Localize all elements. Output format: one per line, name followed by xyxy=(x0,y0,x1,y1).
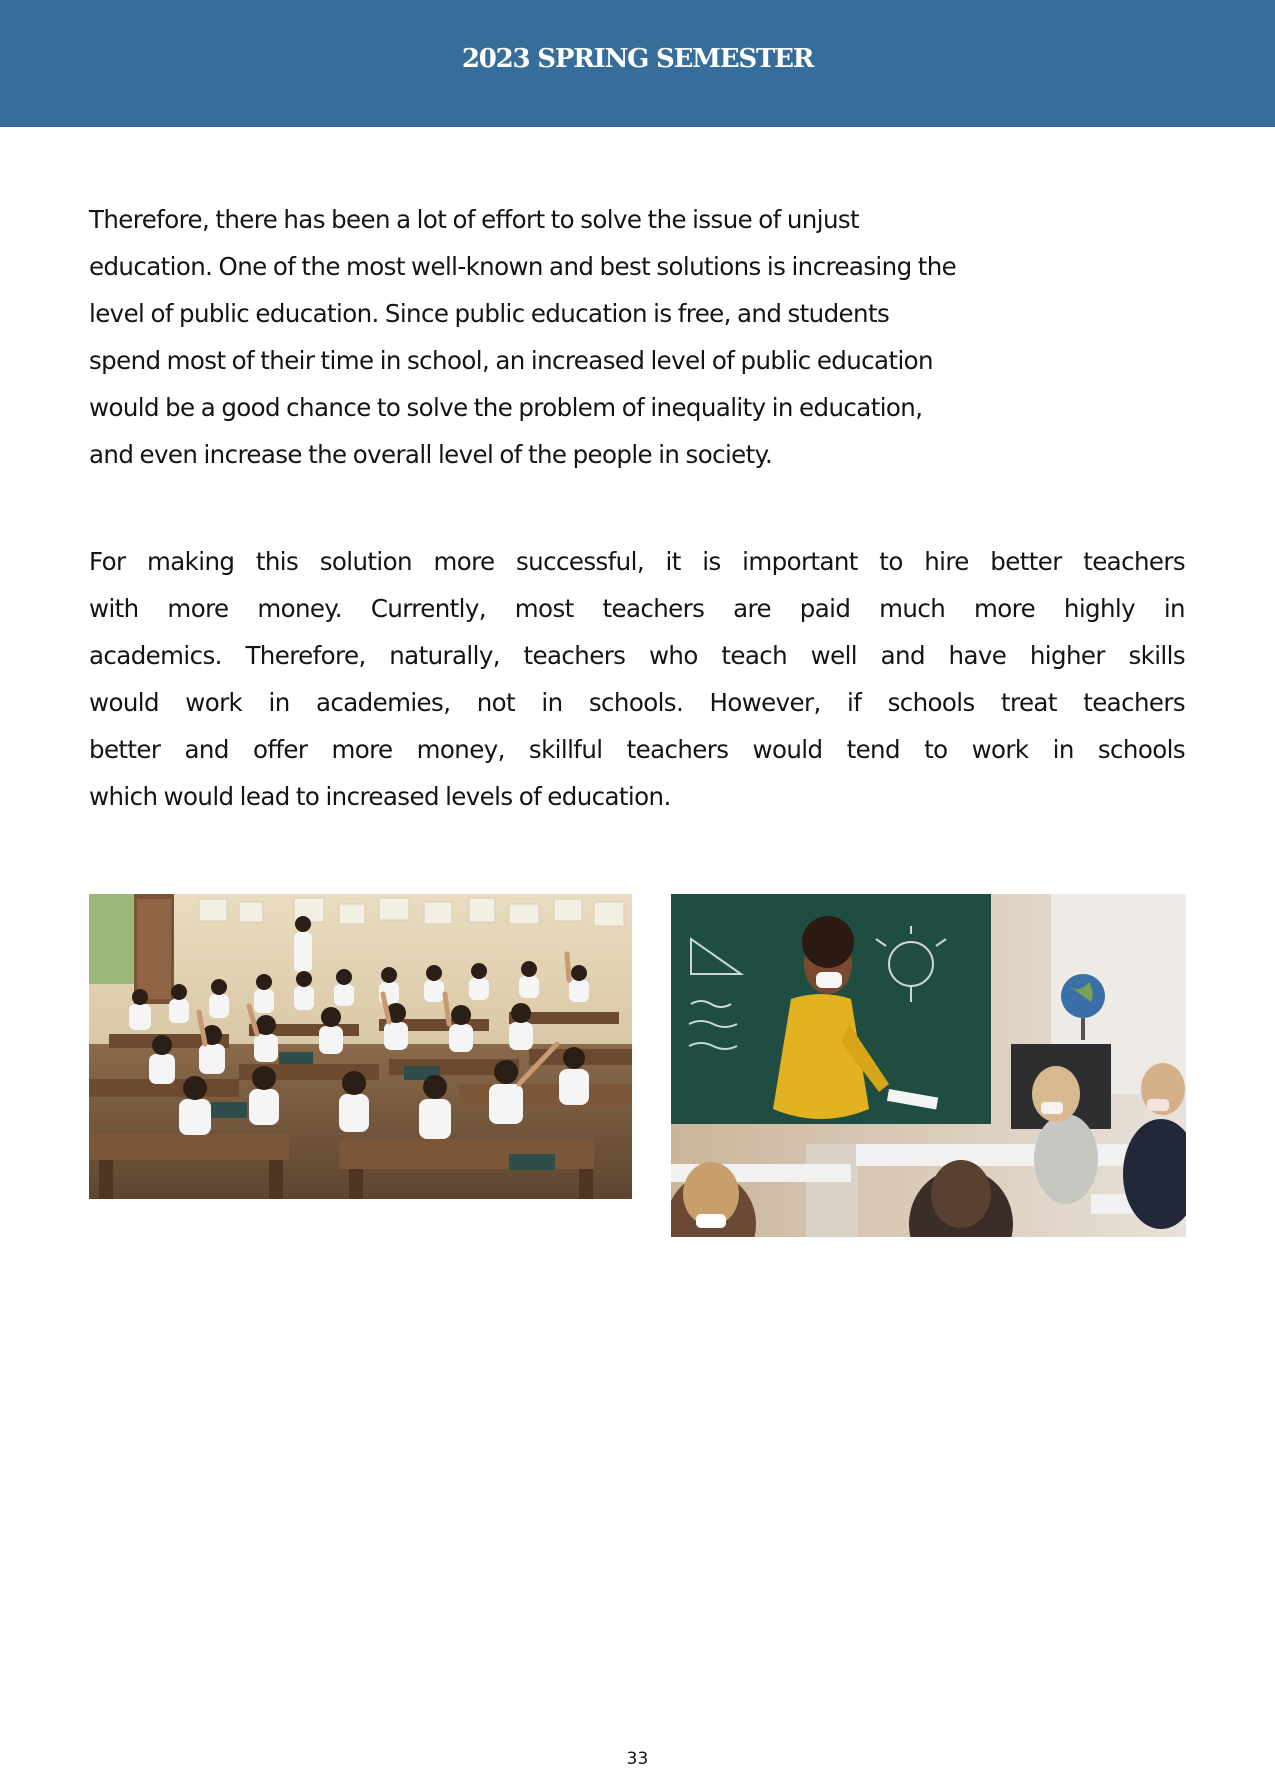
paragraph-2-line: which would lead to increased levels of education. xyxy=(89,782,671,811)
header-band xyxy=(0,0,1275,127)
page-number: 33 xyxy=(626,1749,649,1769)
page-header-title: 2023 SPRING SEMESTER xyxy=(461,44,814,74)
paragraph-2-line: For making this solution more successful, it is important to hire better teachers xyxy=(89,547,1185,576)
classroom-photo-students xyxy=(89,894,632,1199)
paragraph-2 xyxy=(89,538,1185,820)
paragraph-1-line: level of public education. Since public education is free, and students xyxy=(89,299,890,328)
paragraph-1-line: spend most of their time in school, an increased level of public education xyxy=(89,346,933,375)
paragraph-2-line: with more money. Currently, most teachers are paid much more highly in xyxy=(89,594,1185,623)
paragraph-2-line: better and offer more money, skillful teachers would tend to work in schools xyxy=(89,735,1185,764)
paragraph-1-line: education. One of the most well-known and best solutions is increasing the xyxy=(89,252,957,281)
paragraph-2-line: would work in academies, not in schools. However, if schools treat teachers xyxy=(89,688,1185,717)
paragraph-1-line: would be a good chance to solve the problem of inequality in education, xyxy=(89,393,923,422)
paragraph-1-line: Therefore, there has been a lot of effort to solve the issue of unjust xyxy=(89,205,860,234)
paragraph-1 xyxy=(89,196,1119,478)
paragraph-2-line: academics. Therefore, naturally, teachers who teach well and have higher skills xyxy=(89,641,1185,670)
classroom-photo-teacher xyxy=(671,894,1186,1237)
paragraph-1-line: and even increase the overall level of the people in society. xyxy=(89,440,773,469)
